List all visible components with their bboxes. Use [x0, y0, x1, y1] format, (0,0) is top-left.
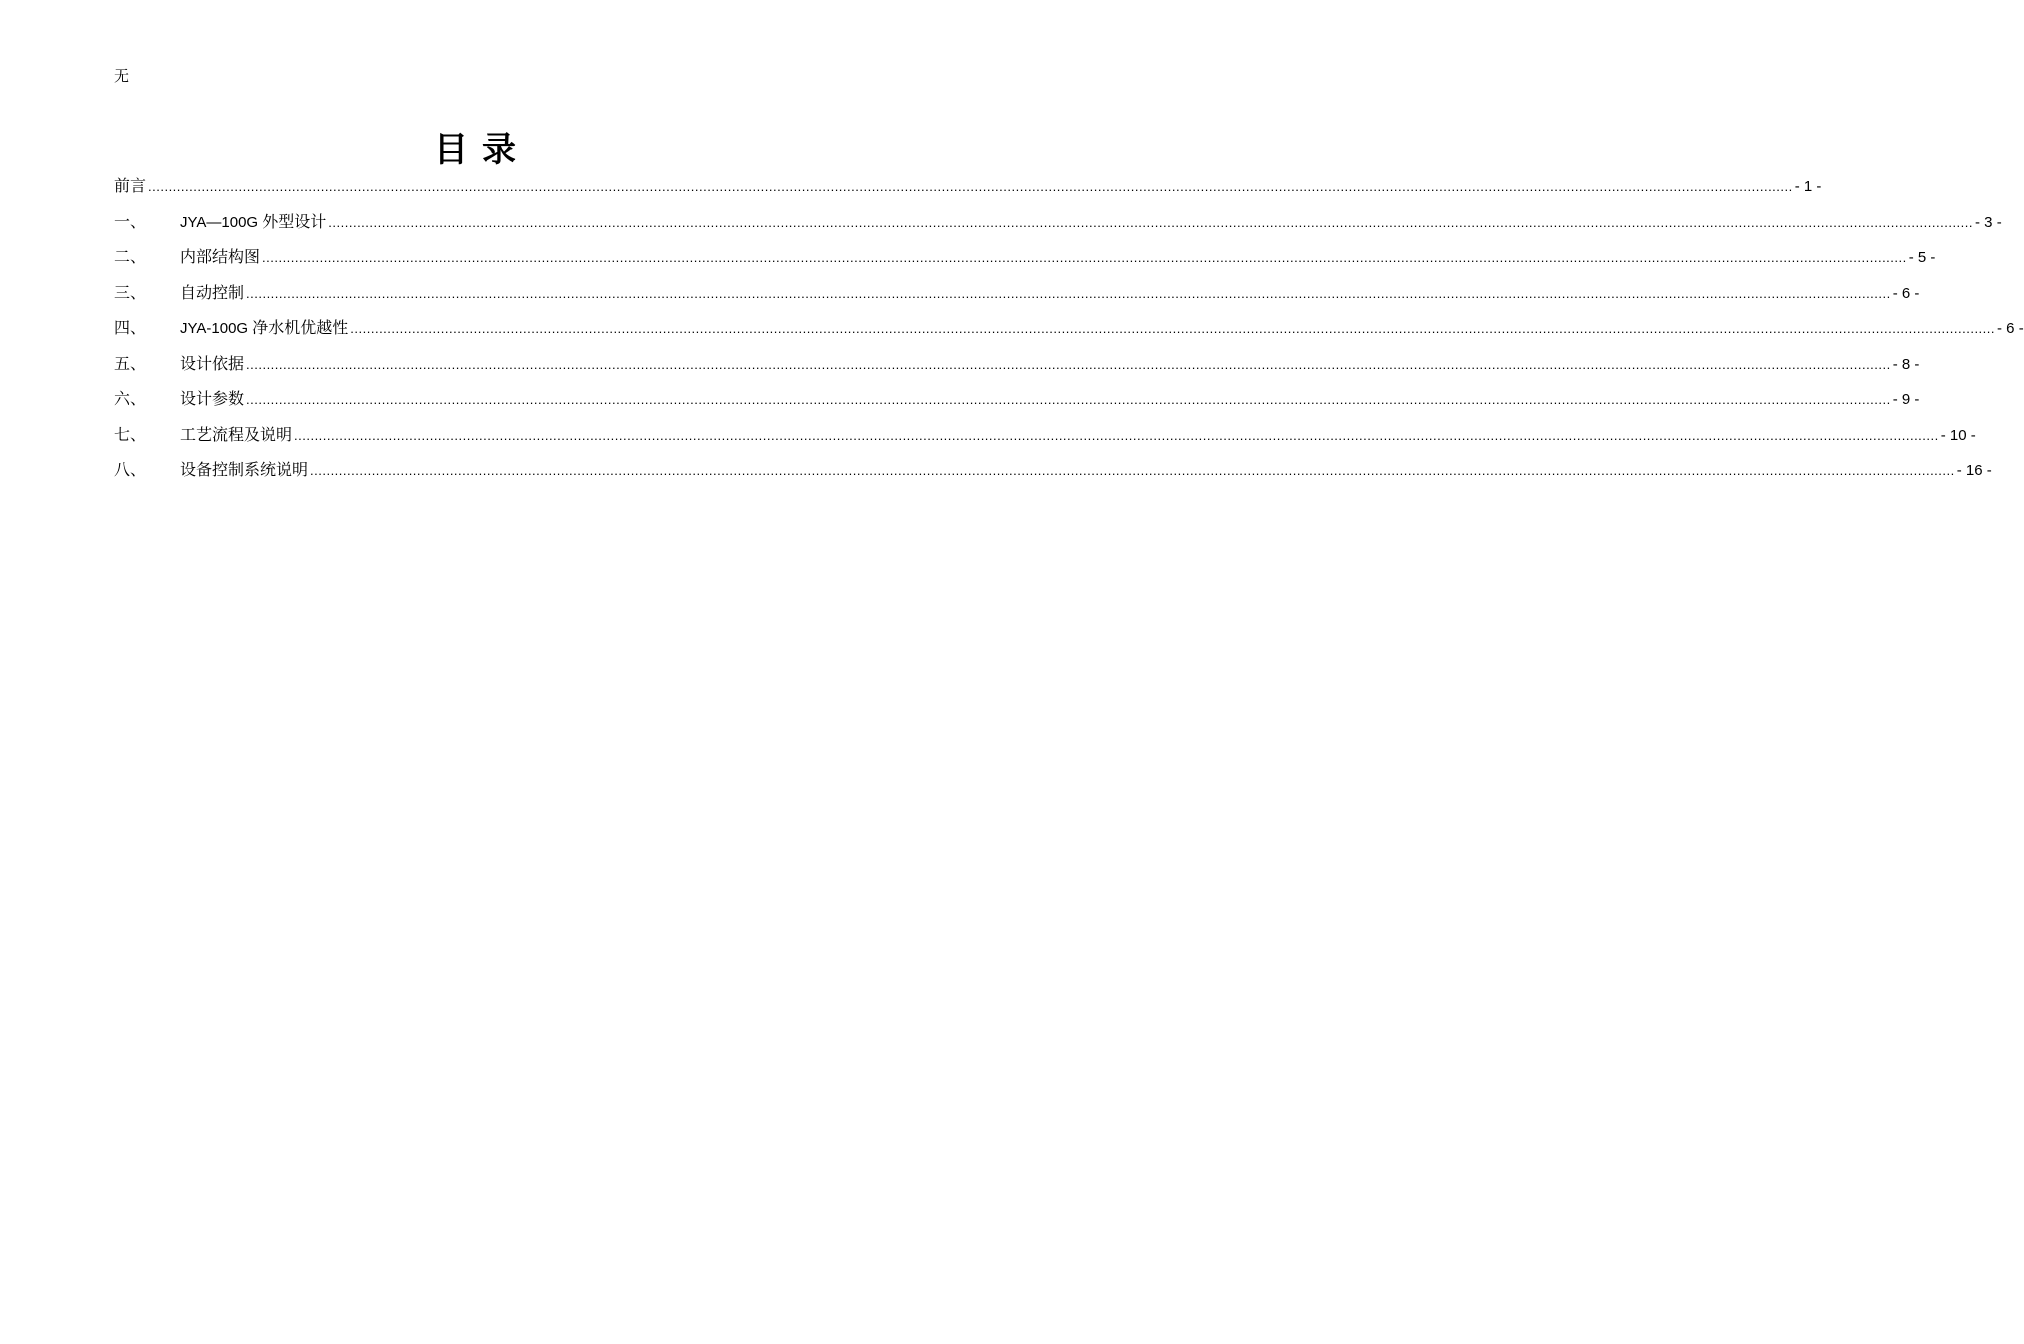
toc-entry-text: 自动控制	[180, 282, 245, 302]
toc-entry-number: 五、	[114, 353, 147, 373]
toc-entry-text: 工艺流程及说明	[180, 424, 293, 444]
toc-page-number: - 9 -	[1892, 391, 1920, 408]
toc-dot-leader: ................................................................................................................................................................................................................................................................................................................................................................................................................	[246, 392, 1891, 407]
toc-entry-3[interactable]	[114, 279, 1920, 315]
toc-dot-leader: ................................................................................................................................................................................................................................................................................................................................................................................................................	[328, 214, 1974, 230]
toc-entry-6[interactable]	[114, 385, 1920, 421]
header-note: 无	[114, 67, 130, 85]
toc-dot-leader: ................................................................................................................................................................................................................................................................................................................................................................................................................	[294, 427, 1939, 443]
toc-dot-leader: ................................................................................................................................................................................................................................................................................................................................................................................................................	[148, 179, 1793, 194]
toc-dot-leader: ................................................................................................................................................................................................................................................................................................................................................................................................................	[246, 285, 1891, 301]
toc-entry-2[interactable]	[114, 243, 1936, 279]
toc-page-number: - 8 -	[1892, 355, 1920, 373]
toc-entry-number: 八、	[114, 460, 147, 479]
toc-entry-text: 前言	[114, 176, 147, 195]
toc-page-number: - 5 -	[1908, 249, 1936, 266]
toc-page-number: - 6 -	[1892, 284, 1920, 302]
toc-entry-text: 设计参数	[180, 389, 245, 408]
toc-entry-number: 三、	[114, 282, 147, 302]
toc-entry-8[interactable]	[114, 456, 1992, 492]
toc-entry-text: 设计依据	[180, 353, 245, 373]
toc-page-number: - 16 -	[1956, 462, 1992, 479]
toc-title: 目录	[434, 130, 530, 170]
toc-entry-text: 设备控制系统说明	[180, 460, 309, 479]
toc-dot-leader: ................................................................................................................................................................................................................................................................................................................................................................................................................	[310, 463, 1955, 478]
toc-page-number: - 6 -	[1997, 320, 2024, 337]
toc-entry-4[interactable]	[114, 314, 2024, 350]
toc-entry-number: 六、	[114, 389, 147, 408]
toc-page-number: - 10 -	[1940, 426, 1976, 444]
toc-dot-leader: ................................................................................................................................................................................................................................................................................................................................................................................................................	[262, 250, 1907, 265]
toc-dot-leader: ................................................................................................................................................................................................................................................................................................................................................................................................................	[246, 356, 1891, 372]
toc-page-number: - 3 -	[1975, 213, 2002, 231]
toc-entry-number: 四、	[114, 318, 147, 337]
toc-entry-1[interactable]	[114, 208, 2002, 244]
toc-entry-text: 内部结构图	[180, 247, 261, 266]
toc-entry-5[interactable]	[114, 350, 1920, 386]
toc-entry-text: JYA-100G 净水机优越性	[180, 318, 349, 337]
toc-dot-leader: ................................................................................................................................................................................................................................................................................................................................................................................................................	[350, 321, 1996, 336]
toc-entry-preface[interactable]	[114, 172, 1822, 208]
toc-entry-number: 一、	[114, 211, 147, 231]
toc-entry-7[interactable]	[114, 421, 1976, 457]
toc-entry-text: JYA—100G 外型设计	[180, 211, 327, 231]
toc-list	[114, 172, 2024, 492]
toc-page-number: - 1 -	[1794, 178, 1822, 195]
toc-entry-number: 七、	[114, 424, 147, 444]
toc-entry-number: 二、	[114, 247, 147, 266]
